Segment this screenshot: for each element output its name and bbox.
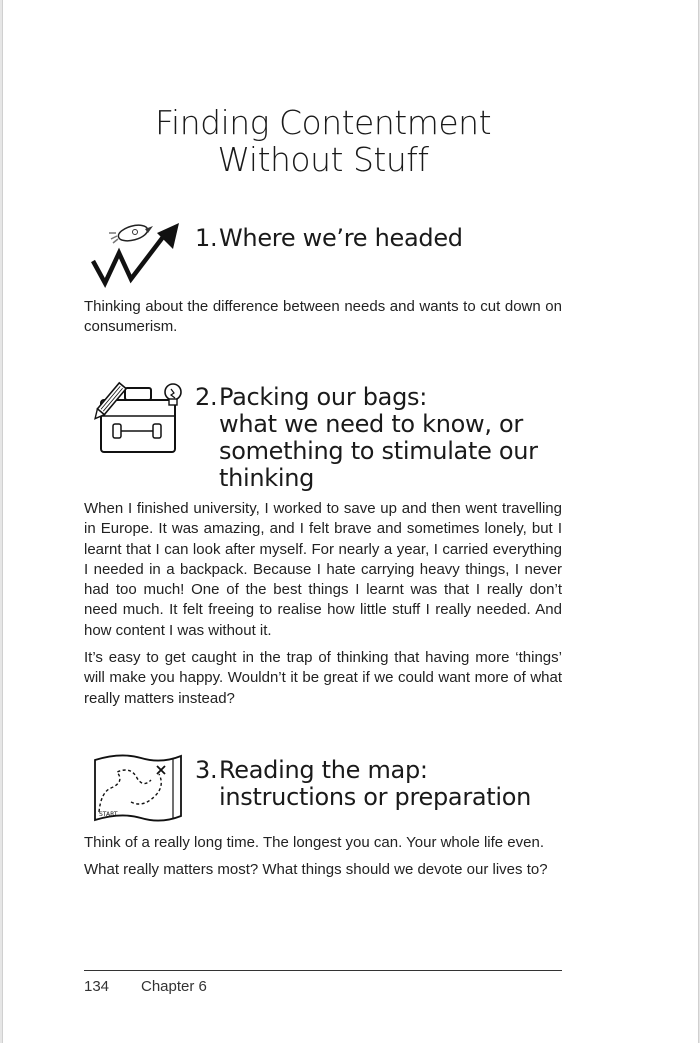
section-1-body xyxy=(84,297,562,345)
section-2-heading-line-3: something to stimulate our xyxy=(219,437,538,465)
treasure-map-icon xyxy=(91,752,185,824)
title-line-2: Without Stuff xyxy=(217,140,429,179)
section-2-heading-line-2: what we need to know, or xyxy=(219,410,523,438)
section-3-heading xyxy=(195,757,531,811)
section-3-paragraph-1: Think of a really long time. The longest you can. Your whole life even. xyxy=(84,834,544,851)
section-2-body xyxy=(84,499,562,716)
section-2-paragraph-1: When I finished university, I worked to save up and then went travelling in Europe. It was amazing, and I felt brave and sometimes lonely, but I learnt that I can look after myself. For nearly a year, I carried everything I needed in a backpack. Because I hate carrying heavy things, I never had too much! One of the best things I learnt was that I really don’t need much. It felt freeing to realise how little stuff I really needed. And how content I was without it. xyxy=(84,500,562,639)
section-3-heading-line-1: Reading the map: xyxy=(219,756,428,784)
section-2-paragraph-2: It’s easy to get caught in the trap of thinking that having more ‘things’ will make you happy. Wouldn’t it be great if we could want more of what really matters instead? xyxy=(84,649,562,707)
section-3-heading-line-2: instructions or preparation xyxy=(219,783,532,811)
section-2-heading-line-4: thinking xyxy=(219,464,315,492)
section-1-paragraph-1: Thinking about the difference between needs and wants to cut down on consumerism. xyxy=(84,298,562,336)
title-line-1: Finding Contentment xyxy=(154,103,492,142)
map-start-label: START xyxy=(99,811,118,818)
rocket-zigzag-arrow-icon xyxy=(89,219,185,289)
section-3-paragraph-2: What really matters most? What things should we devote our lives to? xyxy=(84,861,548,879)
toolbox-pencil-lightbulb-icon xyxy=(91,380,187,458)
page-number: 134 xyxy=(84,978,110,995)
section-3-number: 3. xyxy=(195,756,218,784)
section-1-heading xyxy=(195,225,463,252)
section-1-number: 1. xyxy=(195,224,218,252)
section-2-heading-line-1: Packing our bags: xyxy=(219,383,427,411)
footer-rule xyxy=(84,970,562,971)
section-3-body xyxy=(84,833,562,888)
page-title xyxy=(3,104,643,178)
chapter-label: Chapter 6 xyxy=(141,978,207,995)
section-2-heading xyxy=(195,384,538,492)
section-2-number: 2. xyxy=(195,383,218,411)
page-footer xyxy=(84,978,207,995)
section-1-heading-line-1: Where we’re headed xyxy=(219,224,463,252)
book-page xyxy=(2,0,699,1043)
